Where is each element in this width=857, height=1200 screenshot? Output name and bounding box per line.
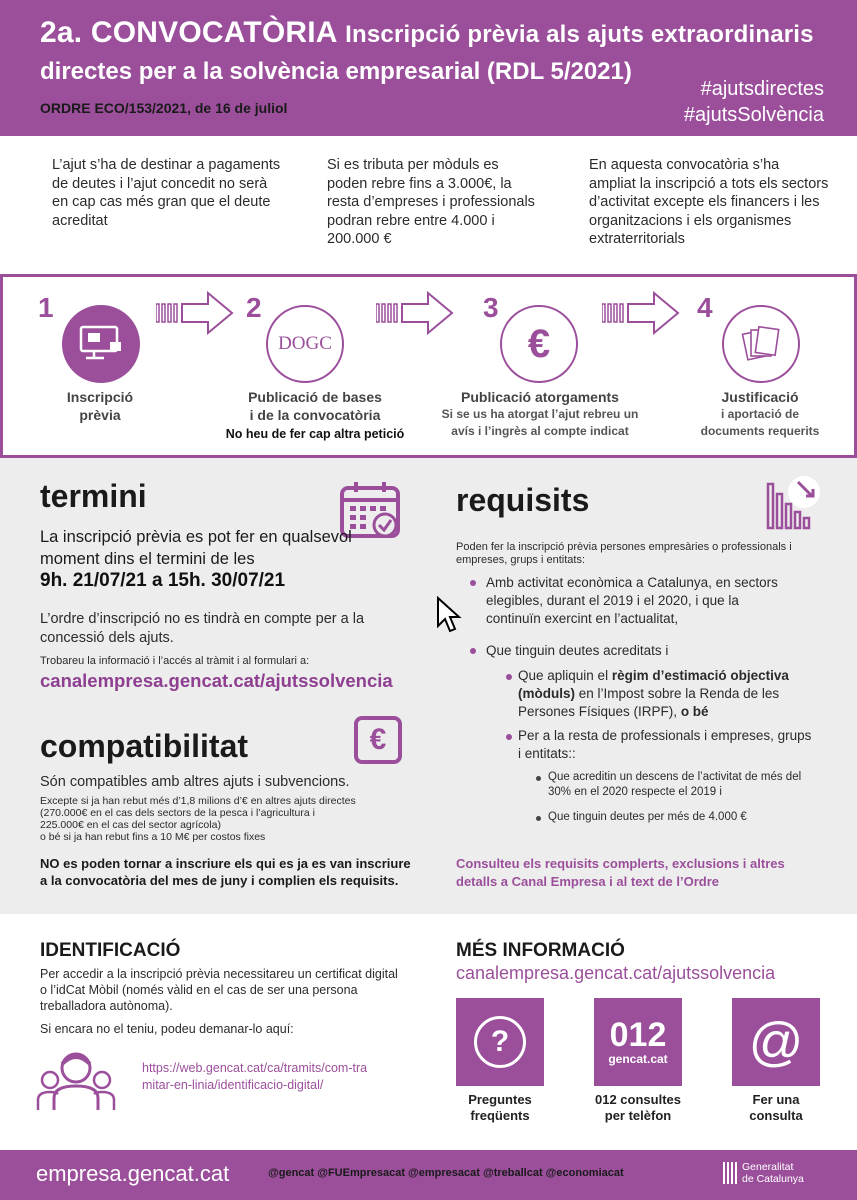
requisits-title: requisits: [456, 482, 590, 518]
generalitat-logo-icon: [722, 1160, 738, 1191]
requisits-intro: Poden fer la inscripció prèvia persones empresàries o professionals i empreses, grups i entitats:: [456, 541, 792, 566]
identificacio-text: Per accedir a la inscripció prèvia necessitareu un certificat digital o l’idCat Mòbil (només vàlid en el cas de ser una persona treballadora autònoma).: [40, 967, 398, 1013]
consulta-label: Fer una consulta: [749, 1092, 803, 1123]
requisit-activity: Amb activitat econòmica a Catalunya, en sectors elegibles, durant el 2019 i el 2020, i que la continuïn exercint en l’actualitat,: [486, 575, 778, 626]
requisit-debt-amount: Que tinguin deutes per més de 4.000 €: [548, 811, 747, 823]
header-banner: [0, 0, 857, 136]
phone-012-number: 012: [609, 1016, 667, 1054]
computer-icon: [62, 305, 140, 383]
people-icon: [36, 1048, 116, 1119]
step-2-note: No heu de fer cap altra petició: [225, 427, 405, 441]
identificacio-url[interactable]: https://web.gencat.cat/ca/tramits/com-tra mitar-en-linia/identificacio-digital/: [142, 1061, 368, 1092]
footer: [0, 1150, 857, 1200]
requisit-debts: Que tinguin deutes acreditats i: [486, 643, 669, 658]
generalitat-name: Generalitat de Catalunya: [742, 1161, 804, 1185]
arrow-right-icon: [602, 290, 682, 336]
step-1-label: Inscripció prèvia: [66, 389, 134, 423]
step-2-label: Publicació de bases i de la convocatòria: [248, 389, 382, 423]
compatibilitat-exceptions: Excepte si ja han rebut més d’1,8 milions d’€ en altres ajuts directes (270.000€ en el cas dels sectors de la pesca i l’agricultura i 225.000€ en el cas del sector agrícola) o bé si ja han rebut fins a 10 M€ per costos fixes: [40, 795, 356, 843]
mes-info-link[interactable]: canalempresa.gencat.cat/ajutssolvencia: [456, 963, 776, 983]
requisit-decline: Que acreditin un descens de l’activitat de més del 30% en el 2020 respecte el 2019 i: [548, 771, 802, 798]
compatibilitat-lead: Són compatibles amb altres ajuts i subvencions.: [40, 774, 350, 790]
step-4-number: 4: [697, 292, 713, 323]
bullet: [470, 580, 476, 586]
intro-col-amounts: Si es tributa per mòduls es poden rebre fins a 3.000€, la resta d’empreses i professionals podran rebre entre 4.000 i 200.000 €: [327, 157, 535, 247]
chart-down-icon: [762, 474, 822, 539]
bullet: [470, 648, 476, 654]
euro-box-icon: €: [354, 716, 402, 764]
identificacio-request: Si encara no el teniu, podeu demanar-lo aquí:: [40, 1022, 294, 1036]
intro-section: [0, 136, 857, 274]
identificacio-title: IDENTIFICACIÓ: [40, 940, 181, 961]
step-4-description: i aportació de documents requerits: [700, 407, 820, 438]
compatibilitat-warning: NO es poden tornar a inscriure els qui es ja es van inscriure a la convocatòria del mes de juny i complien els requisits.: [40, 856, 411, 888]
footer-handles: @gencat @FUEmpresacat @empresacat @treballcat @economiacat: [268, 1167, 624, 1179]
requisits-footer[interactable]: Consulteu els requisits complerts, exclusions i altres detalls a Canal Empresa i al text de l’Ordre: [456, 856, 785, 889]
termini-info: Trobareu la informació i l’accés al tràmit i al formulari a:: [40, 655, 310, 667]
order-reference: ORDRE ECO/153/2021, de 16 de juliol: [40, 100, 288, 116]
intro-col-debts: L’ajut s’ha de destinar a pagaments de deutes i l’ajut concedit no serà en cap cas més gran que el deute acreditat: [52, 157, 281, 229]
at-icon: @: [748, 1012, 804, 1072]
bullet: [506, 734, 512, 740]
footer-site[interactable]: empresa.gencat.cat: [36, 1161, 230, 1186]
phone-012-button[interactable]: [594, 998, 682, 1086]
intro-col-sectors: En aquesta convocatòria s’ha ampliat la inscripció a tots els sectors d’activitat excepte els financers i les organitzacions i els organismes extraterritorials: [589, 157, 829, 247]
phone-012-label: 012 consultes per telèfon: [595, 1092, 681, 1123]
requisit-modules: Que apliquin el règim d’estimació objectiva (mòduls) en l’Impost sobre la Renda de les Persones Físiques (IRPF), o bé: [518, 668, 789, 719]
euro-icon: €: [500, 305, 578, 383]
header-title-line2: directes per a la solvència empresarial (RDL 5/2021): [40, 58, 632, 85]
termini-intro: La inscripció prèvia es pot fer en qualsevol moment dins el termini de les: [40, 528, 352, 568]
bullet: [536, 816, 541, 821]
step-4-label: Justificació: [721, 389, 799, 405]
termini-dates: 9h. 21/07/21 a 15h. 30/07/21: [40, 570, 286, 591]
documents-icon: [722, 305, 800, 383]
arrow-right-icon: [156, 290, 236, 336]
consulta-button[interactable]: [732, 998, 820, 1086]
step-3-number: 3: [483, 292, 499, 323]
termini-note: L’ordre d’inscripció no es tindrà en compte per a la concessió dels ajuts.: [40, 611, 365, 646]
mes-info-title: MÉS INFORMACIÓ: [456, 940, 625, 961]
bullet: [506, 674, 512, 680]
step-3-description: Si se us ha atorgat l’ajut rebreu un avís i l’ingrès al compte indicat: [441, 407, 639, 438]
step-1-number: 1: [38, 292, 54, 323]
termini-link[interactable]: canalempresa.gencat.cat/ajutssolvencia: [40, 670, 393, 691]
mouse-cursor-icon: [436, 596, 462, 634]
arrow-right-icon: [376, 290, 456, 336]
step-2-number: 2: [246, 292, 262, 323]
step-3-label: Publicació atorgaments: [461, 389, 619, 405]
dogc-icon: DOGC: [266, 305, 344, 383]
faq-button[interactable]: [456, 998, 544, 1086]
header-title: 2a. CONVOCATÒRIA Inscripció prèvia als ajuts extraordinaris: [40, 16, 814, 49]
question-icon: ?: [474, 1016, 526, 1068]
termini-title: termini: [40, 478, 147, 514]
faq-label: Preguntes freqüents: [468, 1092, 532, 1123]
hashtag-ajutssolvencia[interactable]: #ajutsSolvència: [683, 104, 824, 126]
compatibilitat-title: compatibilitat: [40, 728, 249, 764]
phone-012-brand: gencat.cat: [608, 1052, 668, 1066]
bullet: [536, 776, 541, 781]
hashtag-ajutsdirectes[interactable]: #ajutsdirectes: [700, 78, 824, 100]
requisit-rest: Per a la resta de professionals i empreses, grups i entitats::: [518, 728, 812, 761]
